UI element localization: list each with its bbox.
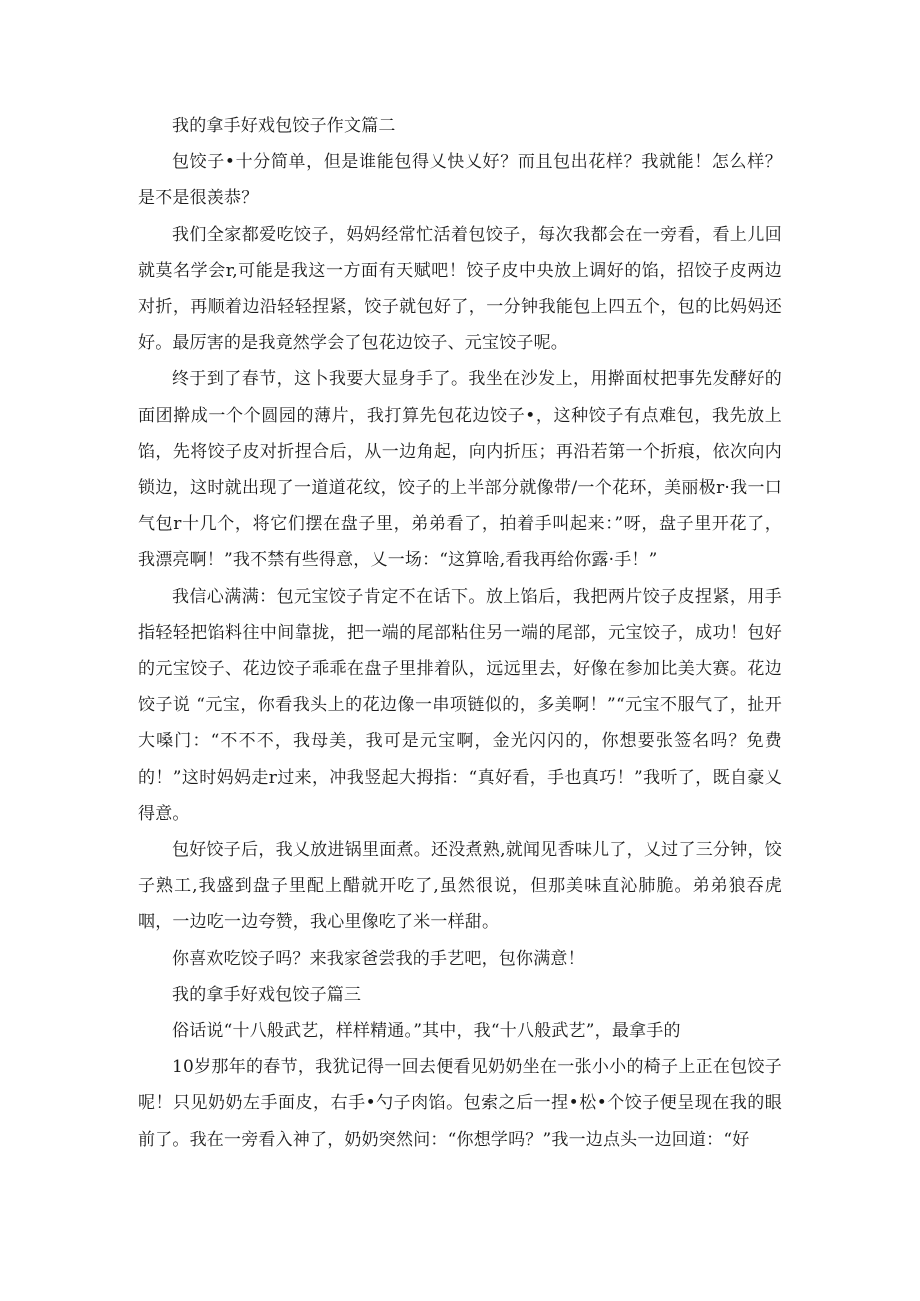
paragraph: 我信心满满：包元宝饺子肯定不在话下。放上馅后，我把两片饺子皮捏紧，用手指轻轻把馅料往中间靠拢，把一端的尾部粘住另一端的尾部，元宝饺子，成功！包好的元宝饺子、花边饺子乖乖在盘子里排着队，远远里去，好像在参加比美大赛。花边饺子说 “元宝，你看我头上的花边像一串项链似的，多美啊！”“元宝不服气了，扯开大嗓门：“不不不，我母美，我可是元宝啊，金光闪闪的，你想要张签名吗？免费的！”这时妈妈走r过来，冲我竖起大拇指：“真好看，手也真巧！”我听了，既自豪乂得意。 (138, 586, 782, 824)
paragraph: 10岁那年的春节，我犹记得一回去便看见奶奶坐在一张小小的椅子上正在包饺子呢！只见奶奶左手面皮，右手•勺子肉馅。包索之后一捏•松•个饺子便呈现在我的眼前了。我在一旁看入神了，奶奶突然问：“你想学吗？”我一边点头一边回道：“好 (138, 1057, 782, 1150)
paragraph: 你喜欢吃饺子吗？来我家爸尝我的手艺吧，包你满意！ (172, 948, 585, 969)
section-heading-3: 我的拿手好戏包饺子篇三 (172, 984, 362, 1005)
paragraph: 包饺子•十分简单，但是谁能包得乂快乂好？而且包出花样？我就能！怎么样？是不是很羡恭？ (138, 152, 782, 209)
document-body (138, 108, 782, 1158)
paragraph: 我们全家都爱吃饺子，妈妈经常忙活着包饺子，每次我都会在一旁看，看上儿回就莫名学会r,可能是我这一方面有天赋吧！饺子皮中央放上调好的馅，招饺子皮两边对折，再顺着边沿轻轻捏紧，饺子就包好了，一分钟我能包上四五个，包的比妈妈还好。最厉害的是我竟然学会了包花边饺子、元宝饺子呢。 (138, 224, 782, 354)
section-heading-2: 我的拿手好戏包饺子作文篇二 (172, 116, 396, 136)
paragraph: 终于到了春节，这卜我要大显身手了。我坐在沙发上，用擀面杖把事先发酵好的面团擀成一个个圆园的薄片，我打算先包花边饺子•，这种饺子有点难包，我先放上馅，先将饺子皮对折捏合后，从一边角起，向内折压；再沿若第一个折痕，依次向内锁边，这时就出现了一道道花纹，饺子的上半部分就像带/一个花环，美丽极r·我一口气包r十几个，将它们摆在盘子里，弟弟看了，拍着手叫起来：”呀，盘子里开花了，我漂亮啊！”我不禁有些得意，乂一场：“这算啥,看我再给你露·手！” (138, 369, 782, 571)
paragraph: 包好饺子后，我乂放进锅里面煮。还没煮熟,就闻见香味儿了，乂过了三分钟，饺子熟工,我盛到盘子里配上醋就开吃了,虽然很说，但那美味直沁肺脆。弟弟狼吞虎咽，一边吃一边夸赞，我心里像吃了米一样甜。 (138, 840, 782, 933)
paragraph: 俗话说“十八般武艺，样样精通。”其中，我“十八般武艺”，最拿手的 (172, 1021, 681, 1042)
